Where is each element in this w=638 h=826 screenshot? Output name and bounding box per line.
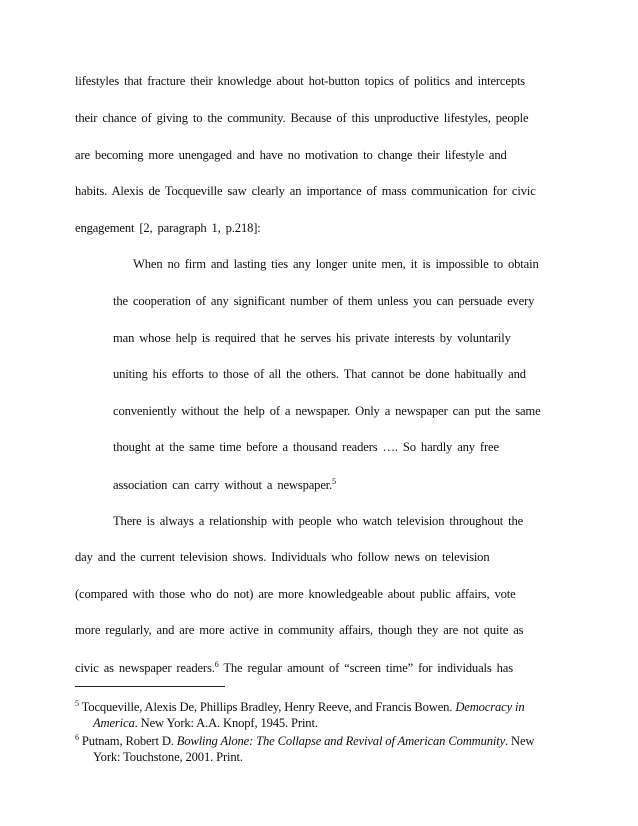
body-line: day and the current television shows. Individuals who follow news on television	[75, 550, 490, 564]
quote-line: When no firm and lasting ties any longer unite men, it is impossible to obtain	[133, 257, 539, 271]
body-text: civic as newspaper readers.	[75, 661, 215, 676]
quote-line: uniting his efforts to those of all the others. That cannot be done habitually and	[113, 367, 526, 381]
footnote-text: Putnam, Robert D.	[81, 734, 177, 749]
footnote-ref: 5	[332, 477, 336, 486]
body-line: There is always a relationship with people who watch television throughout the	[113, 514, 524, 528]
body-line: their chance of giving to the community. Because of this unproductive lifestyles, people	[75, 111, 529, 125]
footnote-text: . New	[505, 734, 535, 749]
footnote-title: America	[93, 716, 135, 730]
body-line: lifestyles that fracture their knowledge about hot-button topics of politics and intercepts	[75, 74, 526, 88]
footnote-5	[75, 699, 525, 715]
footnote-title: Democracy in	[455, 700, 525, 715]
quote-line: the cooperation of any significant number of them unless you can persuade every	[113, 294, 535, 308]
footnote-ref: 6	[214, 660, 219, 669]
body-line: engagement [2, paragraph 1, p.218]:	[75, 221, 261, 235]
body-line: are becoming more unengaged and have no motivation to change their lifestyle and	[75, 148, 507, 162]
quote-line	[113, 477, 336, 493]
body-line: more regularly, and are more active in community affairs, though they are not quite as	[75, 623, 524, 637]
quote-line: thought at the same time before a thousand readers …. So hardly any free	[113, 440, 499, 454]
body-text: The regular amount of “screen time” for individuals has	[218, 661, 513, 676]
footnote-5-cont	[93, 716, 318, 731]
body-line: (compared with those who do not) are more knowledgeable about public affairs, vote	[75, 587, 516, 601]
footnote-text: Tocqueville, Alexis De, Phillips Bradley, Henry Reeve, and Francis Bowen.	[81, 700, 456, 715]
body-line: habits. Alexis de Tocqueville saw clearly an importance of mass communication for civic	[75, 184, 536, 198]
quote-line: conveniently without the help of a newspaper. Only a newspaper can put the same	[113, 404, 541, 418]
footnote-title: Bowling Alone: The Collapse and Revival of American Community	[176, 734, 506, 749]
quote-text: association can carry without a newspaper.	[113, 478, 333, 493]
footnote-number: 6	[75, 733, 79, 742]
footnote-text: . New York: A.A. Knopf, 1945. Print.	[134, 716, 318, 730]
quote-line: man whose help is required that he serves his private interests by voluntarily	[113, 331, 511, 345]
footnote-6	[75, 733, 534, 749]
footnote-6-cont: York: Touchstone, 2001. Print.	[93, 750, 243, 764]
footnote-separator	[75, 686, 225, 687]
body-line	[75, 660, 513, 676]
footnote-number: 5	[75, 699, 79, 708]
